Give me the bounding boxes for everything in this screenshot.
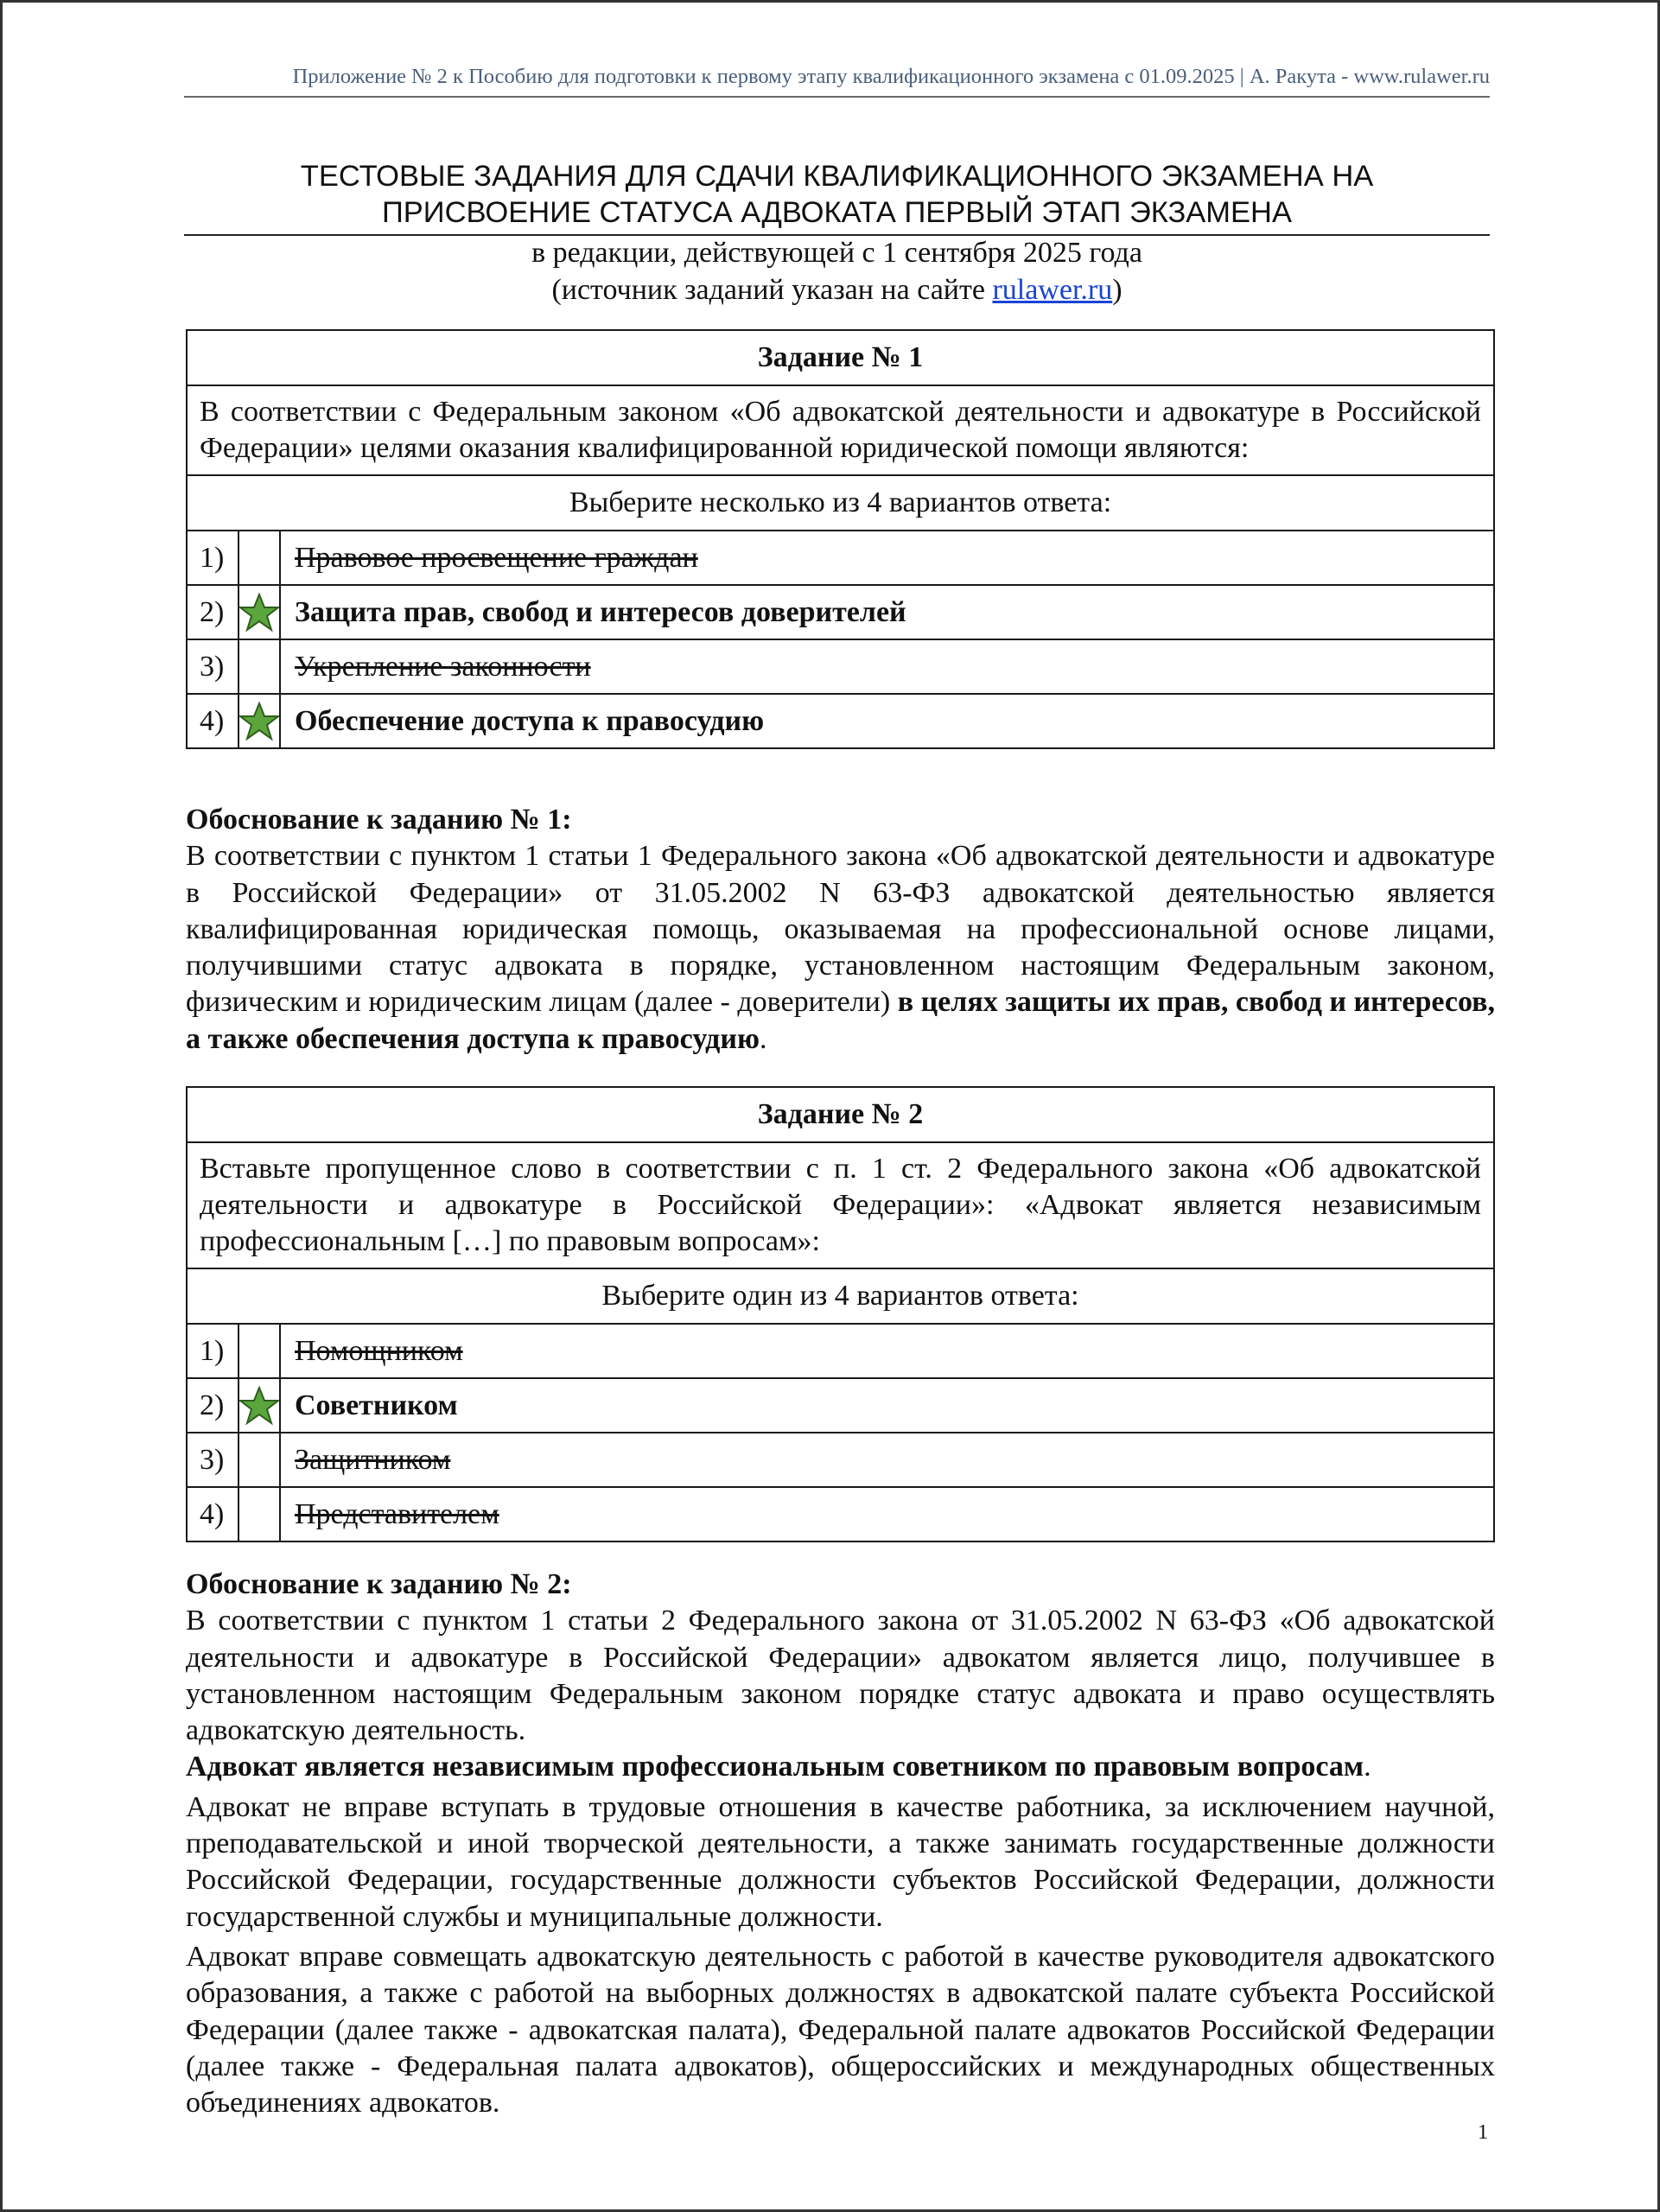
source-note-prefix: (источник заданий указан на сайте — [551, 274, 993, 306]
justification-paragraph-4: Адвокат вправе совмещать адвокатскую деятельность с работой в качестве руководителя адвокатского образования, а также с работой на выборных должностях в адвокатской палате субъекта Российской Федерации (далее также - адвокатская палата), Федеральной палате адвокатов Российской Федерации (далее также - Федеральная палата адвокатов), общероссийских и международных общественных объединениях адвокатов. — [186, 1940, 1495, 2120]
option-mark-cell — [239, 694, 280, 748]
option-text: Представителем — [280, 1487, 1494, 1541]
justification-title: Обоснование к заданию № 1: — [186, 804, 572, 836]
justification-end: . — [1364, 1751, 1371, 1783]
justification-2 — [186, 1567, 1495, 2121]
justification-end: . — [759, 1022, 767, 1055]
justification-emphasis: Адвокат является независимым профессиональным советником по правовым вопросам — [186, 1751, 1364, 1783]
option-text: Советником — [280, 1378, 1494, 1433]
option-text: Правовое просвещение граждан — [280, 531, 1494, 585]
title-line-1: ТЕСТОВЫЕ ЗАДАНИЯ ДЛЯ СДАЧИ КВАЛИФИКАЦИОННОГО ЭКЗАМЕНА НА — [300, 160, 1374, 193]
option-number: 1) — [187, 1324, 239, 1378]
option-mark-cell — [239, 639, 280, 694]
option-mark-cell — [239, 585, 280, 639]
option-number: 4) — [187, 1487, 239, 1541]
task-question: Вставьте пропущенное слово в соответствии с п. 1 ст. 2 Федерального закона «Об адвокатской деятельности и адвокатуре в Российской Федерации»: «Адвокат является независимым профессиональным […] по правовым вопросам»: — [187, 1142, 1494, 1268]
option-text: Укрепление законности — [280, 639, 1494, 694]
option-mark-cell — [239, 1433, 280, 1487]
source-note-suffix: ) — [1112, 274, 1123, 306]
justification-paragraph-2 — [186, 1749, 1495, 1785]
justification-emphasis: в целях защиты их прав, свобод и интересов, а также обеспечения доступа к правосудию — [186, 986, 1495, 1055]
running-header: Приложение № 2 к Пособию для подготовки к первому этапу квалификационного экзамена с 01.09.2025 | А. Ракута - www.rulawer.ru — [184, 65, 1490, 98]
answer-option-row[interactable] — [187, 1487, 1494, 1541]
task-1-table — [186, 329, 1495, 749]
task-heading: Задание № 1 — [187, 330, 1494, 385]
answer-option-row[interactable] — [187, 531, 1494, 585]
justification-1 — [186, 802, 1495, 1058]
answer-option-row[interactable] — [187, 639, 1494, 694]
option-text: Защитником — [280, 1433, 1494, 1487]
answer-instruction: Выберите один из 4 вариантов ответа: — [187, 1268, 1494, 1324]
option-mark-cell — [239, 1324, 280, 1378]
answer-option-row[interactable] — [187, 1433, 1494, 1487]
justification-text — [186, 838, 1495, 1058]
option-number: 2) — [187, 1378, 239, 1433]
source-link[interactable]: rulawer.ru — [992, 274, 1113, 306]
option-number: 3) — [187, 639, 239, 694]
star-icon — [239, 1386, 279, 1426]
option-text: Обеспечение доступа к правосудию — [280, 694, 1494, 748]
option-mark-cell — [239, 1378, 280, 1433]
justification-paragraph-1: В соответствии с пунктом 1 статьи 2 Федерального закона от 31.05.2002 N 63-ФЗ «Об адвокатской деятельности и адвокатуре в Российской Федерации» адвокатом является лицо, получившее в установленном настоящим Федеральным законом порядке статус адвоката и право осуществлять адвокатскую деятельность. — [186, 1605, 1495, 1747]
option-number: 3) — [187, 1433, 239, 1487]
document-subtitle — [184, 234, 1490, 308]
justification-body: В соответствии с пунктом 1 статьи 1 Федерального закона «Об адвокатской деятельности и адвокатуре в Российской Федерации» от 31.05.2002 N 63-ФЗ адвокатской деятельностью является квалифицированная юридическая помощь, оказываемая на профессиональной основе лицами, получившими статус адвоката в порядке, установленном настоящим Федеральным законом, физическим и юридическим лицам (далее - доверители) — [186, 840, 1495, 1019]
document-title — [184, 158, 1490, 236]
option-mark-cell — [239, 1487, 280, 1541]
task-2-table — [186, 1086, 1495, 1542]
answer-option-row[interactable] — [187, 1324, 1494, 1378]
option-text: Помощником — [280, 1324, 1494, 1378]
title-line-2: ПРИСВОЕНИЕ СТАТУСА АДВОКАТА ПЕРВЫЙ ЭТАП ЭКЗАМЕНА — [382, 196, 1292, 229]
option-number: 2) — [187, 585, 239, 639]
answer-option-row[interactable] — [187, 1378, 1494, 1433]
answer-option-row[interactable] — [187, 694, 1494, 748]
answer-instruction: Выберите несколько из 4 вариантов ответа: — [187, 475, 1494, 531]
option-number: 4) — [187, 694, 239, 748]
option-text: Защита прав, свобод и интересов доверителей — [280, 585, 1494, 639]
page-number: 1 — [1478, 2121, 1488, 2144]
justification-title: Обоснование к заданию № 2: — [186, 1568, 572, 1600]
option-number: 1) — [187, 531, 239, 585]
edition-note: в редакции, действующей с 1 сентября 2025 года — [531, 237, 1142, 269]
source-note — [184, 271, 1490, 308]
task-question: В соответствии с Федеральным законом «Об адвокатской деятельности и адвокатуре в Российской Федерации» целями оказания квалифицированной юридической помощи являются: — [187, 385, 1494, 475]
star-icon — [239, 702, 279, 741]
star-icon — [239, 593, 279, 632]
answer-option-row[interactable] — [187, 585, 1494, 639]
option-mark-cell — [239, 531, 280, 585]
task-heading: Задание № 2 — [187, 1087, 1494, 1142]
justification-paragraph-3: Адвокат не вправе вступать в трудовые отношения в качестве работника, за исключением научной, преподавательской и иной творческой деятельности, а также занимать государственные должности Российской Федерации, государственные должности субъектов Российской Федерации, должности государственной службы и муниципальные должности. — [186, 1790, 1495, 1933]
